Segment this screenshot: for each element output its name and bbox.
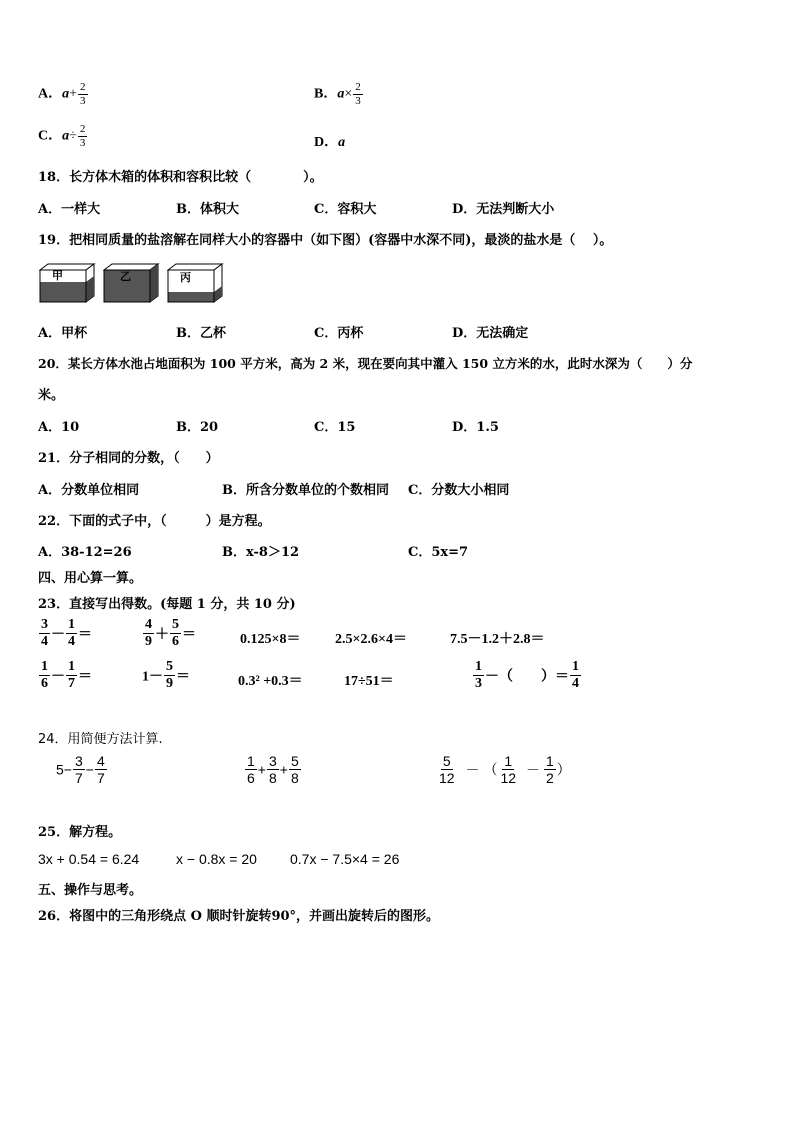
q23-stem: 23．直接写出得数。(每题 1 分，共 10 分) [38,597,296,612]
q17-option-a: A．a+ $\frac{2}{3}$ [38,81,86,107]
q25-eq-2: x − 0.8x = 20 [176,851,257,867]
q20-stem-line1: 20．某长方体水池占地面积为 100 平方米，高为 2 米，现在要向其中灌入 150 立方米的水，此时水深为（ ）分 [38,356,693,371]
q23-r1-c2: $\frac{4}{9}$ ＋ $\frac{5}{6}$ ＝ [145,617,196,649]
q26-stem: 26．将图中的三角形绕点 O 顺时针旋转90°，并画出旋转后的图形。 [38,909,440,924]
q23-r2-c3: 0.3² +0.3＝ [238,674,303,689]
q24-expr-3: $\frac{5}{12}$ － （ $\frac{1}{12}$ － $\frac{1}{2}$ ） [439,753,571,786]
cup-jia [40,264,94,302]
q21-option-a: A．分数单位相同 [38,483,140,498]
q24-expr-2: $\frac{1}{6}$ + $\frac{3}{8}$ + $\frac{5}{8}$ [247,753,299,786]
q17-option-d: D．a [314,135,346,150]
cups-figure [38,262,224,310]
q20-option-d: D．1.5 [452,420,499,435]
fraction: $\frac{2}{3}$ [79,123,86,149]
q21-stem: 21．分子相同的分数，（ ） [38,451,219,466]
q23-r2-c1: $\frac{1}{6}$ － $\frac{1}{7}$ ＝ [41,659,92,691]
q23-r1-c5: 7.5－1.2＋2.8＝ [450,632,545,647]
q18-option-a: A．一样大 [38,202,101,217]
q18-option-b: B．体积大 [176,202,239,217]
q21-option-b: B．所含分数单位的个数相同 [222,483,389,498]
q22-stem: 22．下面的式子中，（ ）是方程。 [38,514,271,529]
q18-option-d: D．无法判断大小 [452,202,555,217]
q20-option-a: A．10 [38,420,80,435]
cup-label-jia: 甲 [52,269,63,282]
q23-r1-c1: $\frac{3}{4}$ － $\frac{1}{4}$ ＝ [41,617,92,649]
q20-stem-line2: 米。 [38,388,65,403]
q19-option-b: B．乙杯 [176,326,226,341]
section-4-heading: 四、用心算一算。 [38,571,143,586]
q25-eq-3: 0.7x − 7.5×4 = 26 [290,851,400,867]
q23-r2-c5: $\frac{1}{3}$ －（ ）＝ $\frac{1}{4}$ [475,659,579,691]
q19-option-a: A．甲杯 [38,326,88,341]
q20-option-b: B．20 [176,420,219,435]
q25-eq-1: 3x + 0.54 = 6.24 [38,851,140,867]
cup-label-yi: 乙 [120,270,131,283]
cup-label-bing: 丙 [180,271,191,284]
q18-option-c: C．容积大 [314,202,377,217]
q22-option-b: B．x-8＞12 [222,545,300,560]
q23-r2-c2: 1－ $\frac{5}{9}$ ＝ [142,659,190,691]
q17-option-c: C．a÷ $\frac{2}{3}$ [38,123,86,149]
q24-stem: 24．用简便方法计算. [38,732,163,747]
q19-option-c: C．丙杯 [314,326,364,341]
q20-option-c: C．15 [314,420,356,435]
q24-expr-1: 5− $\frac{3}{7}$ − $\frac{4}{7}$ [56,753,105,786]
q21-option-c: C．分数大小相同 [408,483,510,498]
fraction: $\frac{2}{3}$ [80,81,86,107]
q19-option-d: D．无法确定 [452,326,529,341]
q25-stem: 25．解方程。 [38,825,122,840]
fraction: $\frac{2}{3}$ [355,81,361,107]
q23-r2-c4: 17÷51＝ [344,674,394,689]
q22-option-c: C．5x=7 [408,545,469,560]
q18-stem: 18．长方体木箱的体积和容积比较（ ）。 [38,170,323,185]
q23-r1-c4: 2.5×2.6×4＝ [335,632,407,647]
q22-option-a: A．38-12=26 [38,545,132,560]
q17-option-b: B．a× $\frac{2}{3}$ [314,81,361,107]
cup-yi [104,264,158,302]
cup-bing [168,264,222,302]
q19-stem: 19．把相同质量的盐溶解在同样大小的容器中（如下图）(容器中水深不同)，最淡的盐水是（ ）。 [38,233,613,248]
section-5-heading: 五、操作与思考。 [38,883,143,898]
q23-r1-c3: 0.125×8＝ [240,632,301,647]
